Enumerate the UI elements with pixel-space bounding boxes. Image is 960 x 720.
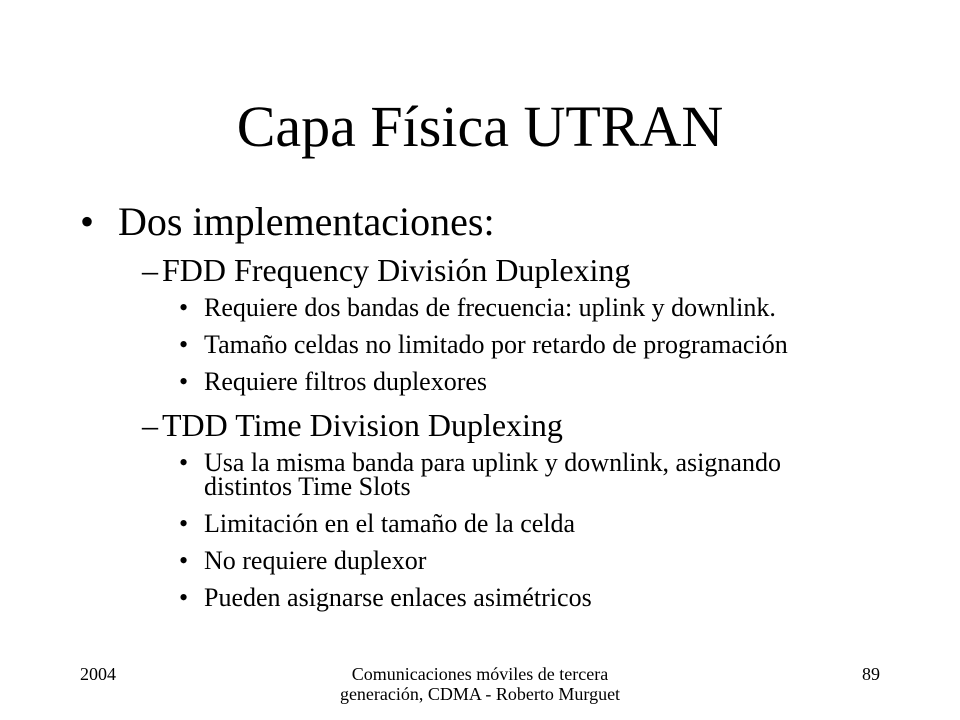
point-text: Requiere dos bandas de frecuencia: uplink y downlink.: [204, 293, 776, 322]
point-text: Pueden asignarse enlaces asimétricos: [204, 583, 592, 612]
subitem-text: TDD Time Division Duplexing: [162, 407, 563, 443]
point-item: [80, 330, 800, 359]
point-item: [80, 448, 800, 501]
dash-icon: –: [142, 407, 158, 443]
point-item: [80, 367, 800, 396]
point-item: [80, 546, 800, 575]
bullet-icon: •: [179, 448, 189, 477]
bullet-icon: •: [179, 330, 189, 359]
point-text: Usa la misma banda para uplink y downlink, asignando distintos Time Slots: [204, 448, 781, 501]
point-item: [80, 293, 800, 322]
bullet-icon: •: [179, 293, 189, 322]
footer-year: 2004: [80, 664, 116, 684]
bullet-level1: [80, 198, 800, 246]
subitem-text: FDD Frequency División Duplexing: [162, 252, 631, 288]
point-text: Tamaño celdas no limitado por retardo de programación: [204, 330, 788, 359]
point-item: [80, 583, 800, 612]
point-text: Limitación en el tamaño de la celda: [204, 509, 576, 538]
point-item: [80, 509, 800, 538]
slide-title: Capa Física UTRAN: [236, 94, 724, 159]
bullet-icon: •: [179, 367, 189, 396]
footer-page-number: 89: [862, 664, 880, 684]
bullet-icon: •: [179, 583, 189, 612]
point-text: No requiere duplexor: [204, 546, 427, 575]
subitem-fdd: [80, 252, 800, 288]
bullet-icon: •: [179, 546, 189, 575]
bullet-text: Dos implementaciones:: [118, 199, 495, 244]
point-text: Requiere filtros duplexores: [204, 367, 488, 396]
slide-body: [80, 198, 800, 623]
subitem-tdd: [80, 407, 800, 443]
dash-icon: –: [142, 252, 158, 288]
bullet-icon: •: [179, 509, 189, 538]
footer-course: Comunicaciones móviles de tercera generación, CDMA - Roberto Murguet: [339, 664, 621, 704]
bullet-icon: •: [80, 199, 95, 244]
